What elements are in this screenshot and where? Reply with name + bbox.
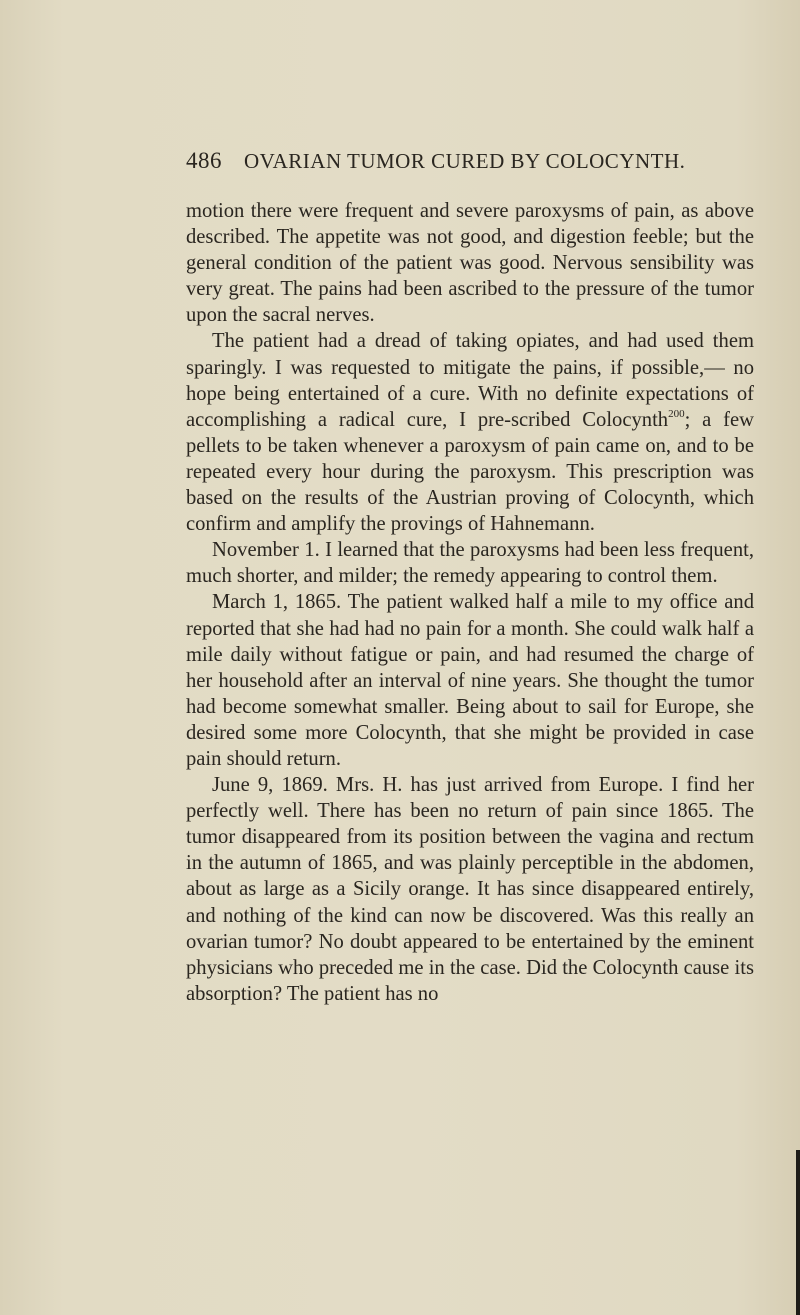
running-title: OVARIAN TUMOR CURED BY COLOCYNTH.: [244, 149, 686, 173]
paragraph-march-1865: March 1, 1865. The patient walked half a mile to my office and reported that she had had no pain for a month. She could walk half a mile daily without fatigue or pain, and had resumed the charge of her household after an interval of nine years. She thought the tumor had become somewhat smaller. Being about to sail for Europe, she desired some more Colocynth, that she might be provided in case pain should return.: [186, 591, 754, 770]
potency-superscript: 200: [668, 407, 685, 420]
paragraph-prescription: [186, 328, 754, 537]
body-text: [186, 198, 754, 1007]
paragraph-november: November 1. I learned that the paroxysms had been less frequent, much shorter, and milder; the remedy appearing to control them.: [186, 539, 754, 588]
running-header: [186, 148, 686, 174]
paragraph-continued: motion there were frequent and severe paroxysms of pain, as above described. The appetite was not good, and digestion feeble; but the general condition of the patient was good. Nervous sensibility was very great. The pains had been ascribed to the pressure of the tumor upon the sacral nerves.: [186, 200, 754, 327]
paragraph-june-1869: June 9, 1869. Mrs. H. has just arrived from Europe. I find her perfectly well. There has been no return of pain since 1865. The tumor disappeared from its position between the vagina and rectum in the autumn of 1865, and was plainly perceptible in the abdomen, about as large as a Sicily orange. It has since disappeared entirely, and nothing of the kind can now be discovered. Was this really an ovarian tumor? No doubt appeared to be entertained by the eminent physicians who preceded me in the case. Did the Colocynth cause its absorption? The patient has no: [186, 774, 754, 1005]
page-edge-shadow: [796, 1150, 800, 1315]
paragraph-prescription-part-1: The patient had a dread of taking opiates, and had used them sparingly. I was requested to mitigate the pains, if possible,— no hope being entertained of a cure. With no definite expectations of accomplishing a radical cure, I pre-scribed Colocynth: [186, 330, 754, 431]
paragraph-prescription-part-2: ; a few pellets to be taken whenever a paroxysm of pain came on, and to be repeated every hour during the paroxysm. This prescription was based on the results of the Austrian proving of Colocynth, which confirm and amplify the provings of Hahnemann.: [186, 408, 754, 536]
page-number: 486: [186, 148, 222, 173]
